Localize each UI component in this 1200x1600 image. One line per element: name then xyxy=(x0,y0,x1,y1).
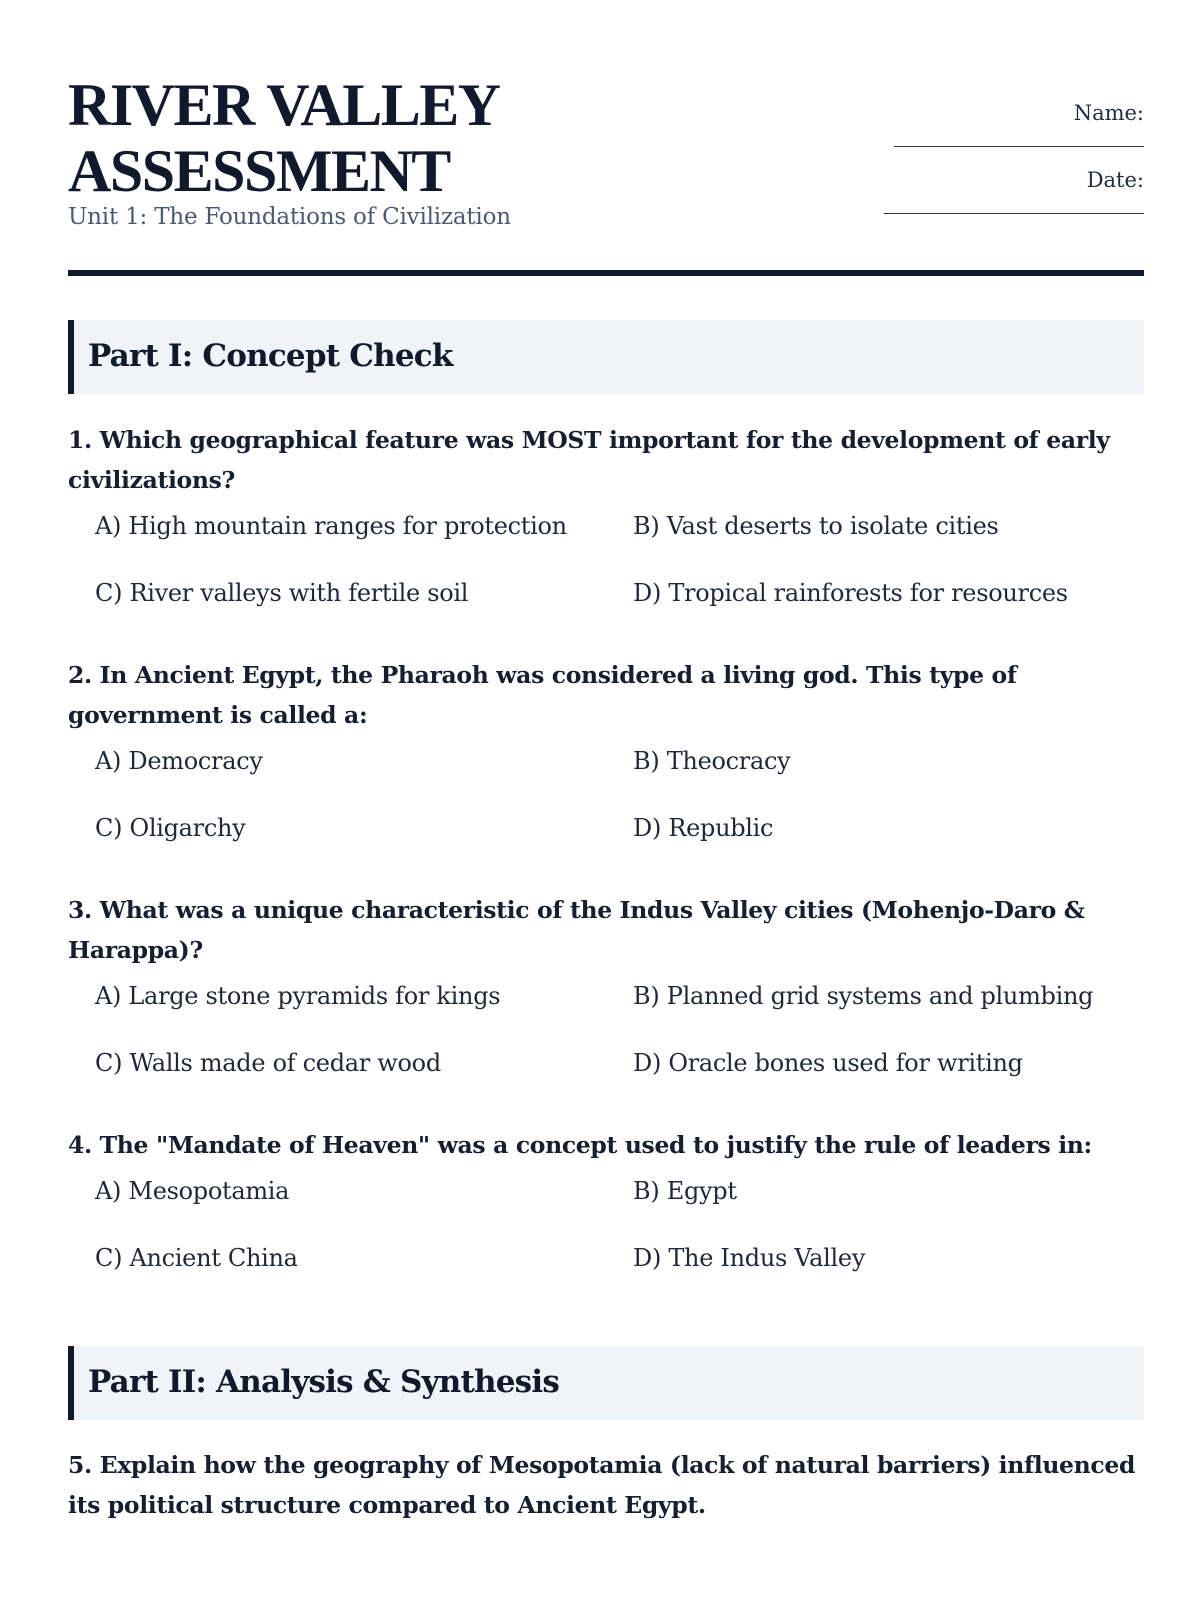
assessment-page xyxy=(68,0,1144,1600)
section-title: Part I: Concept Check xyxy=(88,338,453,374)
question-3 xyxy=(68,890,1144,1116)
title-line-2: ASSESSMENT xyxy=(68,138,450,204)
section-title: Part II: Analysis & Synthesis xyxy=(88,1364,559,1400)
question-text: 3. What was a unique characteristic of the Indus Valley cities (Mohenjo-Daro & Harappa)? xyxy=(68,896,1085,964)
student-info xyxy=(884,100,1144,234)
question-text: 2. In Ancient Egypt, the Pharaoh was considered a living god. This type of government is called a: xyxy=(68,661,1017,729)
answer-options xyxy=(68,512,1144,646)
question-1 xyxy=(68,420,1144,646)
option-b[interactable]: B) Egypt xyxy=(633,1177,737,1205)
answer-options xyxy=(68,747,1144,881)
option-d[interactable]: D) Oracle bones used for writing xyxy=(633,1049,1023,1077)
option-d[interactable]: D) Republic xyxy=(633,814,774,842)
subtitle: Unit 1: The Foundations of Civilization xyxy=(68,204,511,230)
page-title xyxy=(68,72,500,204)
header xyxy=(68,72,1144,272)
option-a[interactable]: A) High mountain ranges for protection xyxy=(95,512,567,540)
question-5 xyxy=(68,1445,1144,1525)
date-label: Date: xyxy=(1086,168,1144,192)
question-text: 5. Explain how the geography of Mesopotamia (lack of natural barriers) influenced its political structure compared to Ancient Egypt. xyxy=(68,1451,1136,1519)
option-c[interactable]: C) Walls made of cedar wood xyxy=(95,1049,441,1077)
section-header-part-1 xyxy=(68,320,1144,394)
option-b[interactable]: B) Theocracy xyxy=(633,747,791,775)
option-a[interactable]: A) Large stone pyramids for kings xyxy=(95,982,501,1010)
option-a[interactable]: A) Democracy xyxy=(95,747,263,775)
header-divider xyxy=(68,270,1144,276)
question-text: 1. Which geographical feature was MOST important for the development of early civilizations? xyxy=(68,426,1110,494)
option-c[interactable]: C) Oligarchy xyxy=(95,814,246,842)
option-c[interactable]: C) Ancient China xyxy=(95,1244,298,1272)
question-4 xyxy=(68,1125,1144,1311)
answer-options xyxy=(68,1177,1144,1311)
section-header-part-2 xyxy=(68,1346,1144,1420)
title-line-1: RIVER VALLEY xyxy=(68,72,500,138)
answer-options xyxy=(68,982,1144,1116)
question-2 xyxy=(68,655,1144,881)
question-text: 4. The "Mandate of Heaven" was a concept used to justify the rule of leaders in: xyxy=(68,1131,1092,1159)
name-line[interactable] xyxy=(894,146,1144,147)
option-b[interactable]: B) Planned grid systems and plumbing xyxy=(633,982,1094,1010)
option-d[interactable]: D) The Indus Valley xyxy=(633,1244,866,1272)
name-label: Name: xyxy=(1073,101,1144,125)
option-d[interactable]: D) Tropical rainforests for resources xyxy=(633,579,1068,607)
option-b[interactable]: B) Vast deserts to isolate cities xyxy=(633,512,999,540)
date-line[interactable] xyxy=(884,213,1144,214)
option-a[interactable]: A) Mesopotamia xyxy=(95,1177,290,1205)
option-c[interactable]: C) River valleys with fertile soil xyxy=(95,579,469,607)
